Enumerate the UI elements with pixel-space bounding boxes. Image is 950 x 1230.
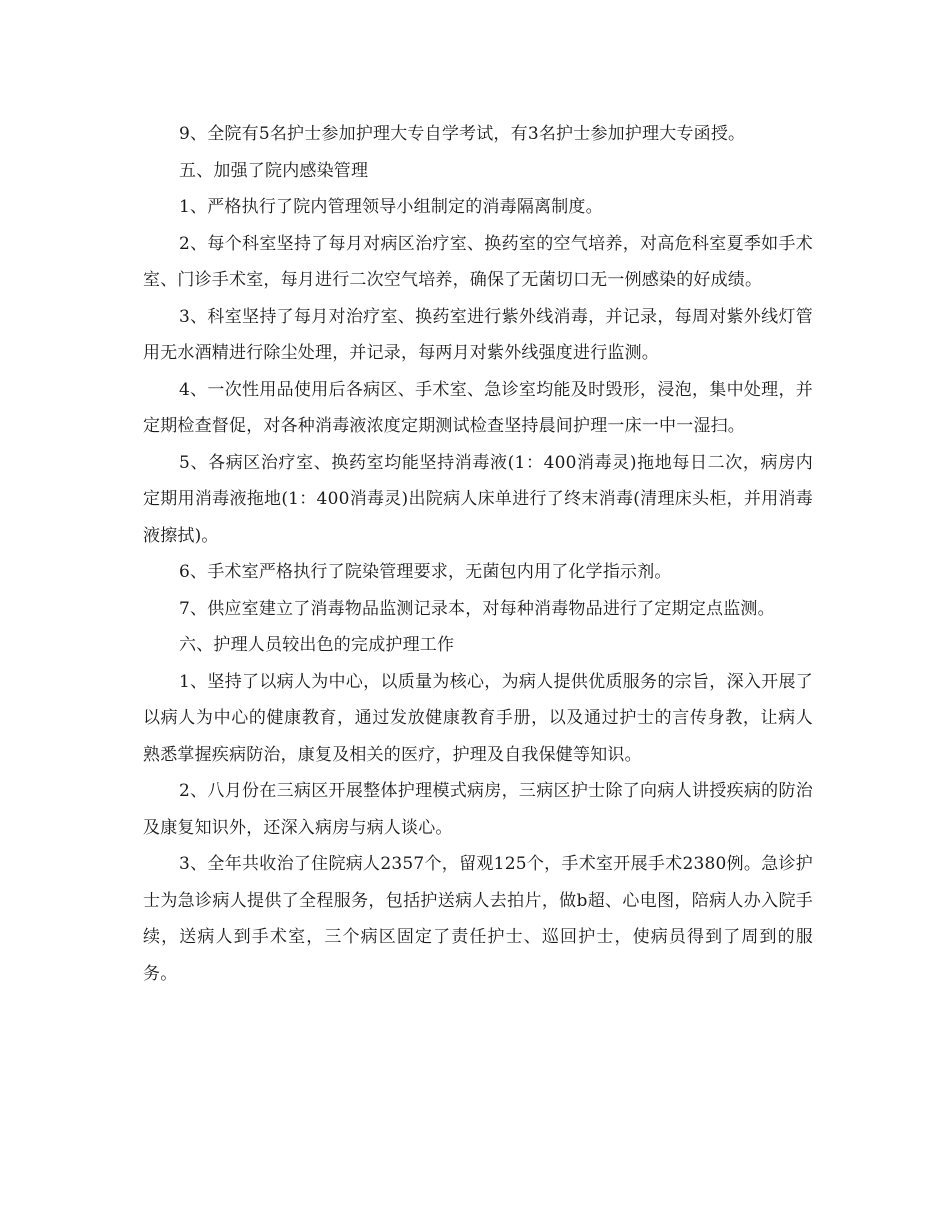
- paragraph-item-6: 6、手术室严格执行了院染管理要求，无菌包内用了化学指示剂。: [179, 562, 672, 582]
- paragraph-item-9: 9、全院有5名护士参加护理大专自学考试，有3名护士参加护理大专函授。: [179, 124, 746, 144]
- paragraph-item-2: 2、八月份在三病区开展整体护理模式病房，三病区护士除了向病人讲授疾病的防治及康复知识外，还深入病房与病人谈心。: [143, 781, 813, 838]
- section-heading-infection-control: 五、加强了院内感染管理: [179, 160, 369, 181]
- section-heading-nursing-work: 六、护理人员较出色的完成护理工作: [179, 635, 455, 655]
- paragraph-item-1: 1、严格执行了院内管理领导小组制定的消毒隔离制度。: [179, 197, 603, 217]
- paragraph-item-3: 3、科室坚持了每月对治疗室、换药室进行紫外线消毒，并记录，每周对紫外线灯管用无水酒精进行除尘处理，并记录，每两月对紫外线强度进行监测。: [143, 306, 813, 363]
- document-body: [143, 116, 813, 992]
- paragraph-item-7: 7、供应室建立了消毒物品监测记录本，对每种消毒物品进行了定期定点监测。: [179, 598, 775, 619]
- paragraph-item-5: 5、各病区治疗室、换药室均能坚持消毒液(1：400消毒灵)拖地每日二次，病房内定期用消毒液拖地(1：400消毒灵)出院病人床单进行了终末消毒(清理床头柜，并用消毒液擦拭)。: [143, 452, 813, 546]
- paragraph-item-1: 1、坚持了以病人为中心，以质量为核心，为病人提供优质服务的宗旨，深入开展了以病人为中心的健康教育，通过发放健康教育手册，以及通过护士的言传身教，让病人熟悉掌握疾病防治，康复及相关的医疗，护理及自我保健等知识。: [143, 671, 813, 765]
- paragraph-item-3: 3、全年共收治了住院病人2357个，留观125个，手术室开展手术2380例。急诊护士为急诊病人提供了全程服务，包括护送病人去拍片，做b超、心电图，陪病人办入院手续，送病人到手术室，三个病区固定了责任护士、巡回护士，使病员得到了周到的服务。: [143, 854, 813, 984]
- paragraph-item-2: 2、每个科室坚持了每月对病区治疗室、换药室的空气培养，对高危科室夏季如手术室、门诊手术室，每月进行二次空气培养，确保了无菌切口无一例感染的好成绩。: [143, 233, 813, 290]
- paragraph-item-4: 4、一次性用品使用后各病区、手术室、急诊室均能及时毁形，浸泡，集中处理，并定期检查督促，对各种消毒液浓度定期测试检查坚持晨间护理一床一中一湿扫。: [143, 379, 813, 436]
